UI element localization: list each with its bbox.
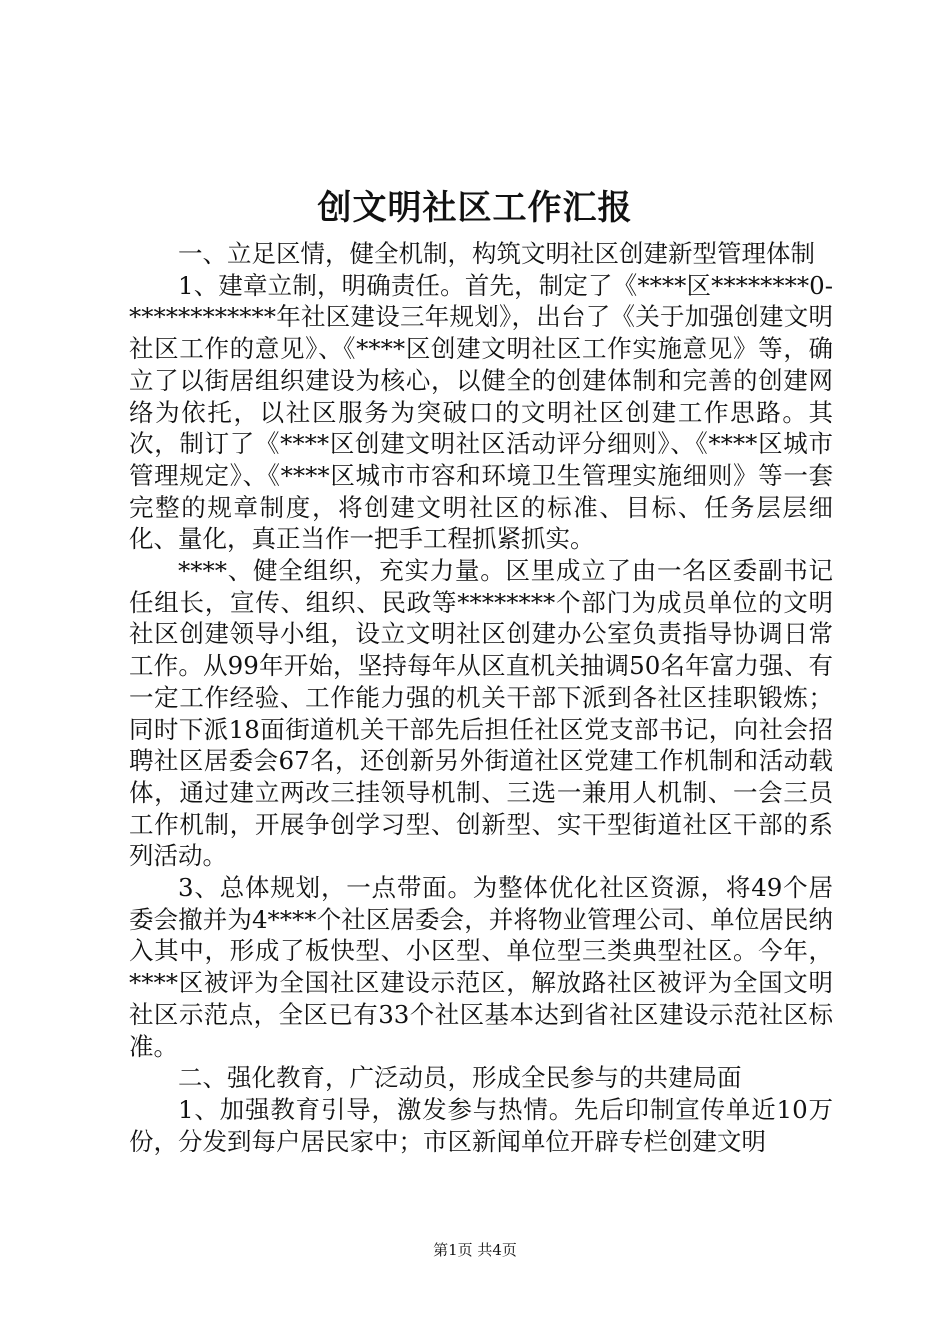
paragraph-planning: 3、总体规划，一点带面。为整体优化社区资源，将49个居委会撤并为4****个社区居委会，并将物业管理公司、单位居民纳入其中，形成了板快型、小区型、单位型三类典型社区。今年，****区被评为全国社区建设示范区，解放路社区被评为全国文明社区示范点，全区已有33个社区基本达到省社区建设示范社区标准。 [129, 873, 833, 1061]
section-heading-2: 二、强化教育，广泛动员，形成全民参与的共建局面 [178, 1063, 742, 1093]
document-title: 创文明社区工作汇报 [317, 188, 633, 228]
section-heading-1: 一、立足区情，健全机制，构筑文明社区创建新型管理体制 [178, 239, 815, 268]
page-footer: 第1页 共4页 [433, 1241, 517, 1259]
paragraph-education: 1、加强教育引导，激发参与热情。先后印制宣传单近10万份，分发到每户居民家中；市区新闻单位开辟专栏创建文明 [129, 1094, 833, 1156]
paragraph-rules: 1、建章立制，明确责任。首先，制定了《****区********0-************年社区建设三年规划》，出台了《关于加强创建文明社区工作的意见》、《****区创建文明社区工作实施意见》等，确立了以街居组织建设为核心，以健全的创建体制和完善的创建网络为依托，以社区服务为突破口的文明社区创建工作思路。其次，制订了《****区创建文明社区活动评分细则》、《****区城市管理规定》、《****区城市市容和环境卫生管理实施细则》等一套完整的规章制度，将创建文明社区的标准、目标、任务层层细化、量化，真正当作一把手工程抓紧抓实。 [129, 270, 833, 554]
document-body [129, 238, 833, 1157]
paragraph-organization: ****、健全组织，充实力量。区里成立了由一名区委副书记任组长，宣传、组织、民政等********个部门为成员单位的文明社区创建领导小组，设立文明社区创建办公室负责指导协调日常工作。从99年开始，坚持每年从区直机关抽调50名年富力强、有一定工作经验、工作能力强的机关干部下派到各社区挂职锻炼；同时下派18面街道机关干部先后担任社区党支部书记，向社会招聘社区居委会67名，还创新另外街道社区党建工作机制和活动载体，通过建立两改三挂领导机制、三选一兼用人机制、一会三员工作机制，开展争创学习型、创新型、实干型街道社区干部的系列活动。 [129, 556, 833, 871]
